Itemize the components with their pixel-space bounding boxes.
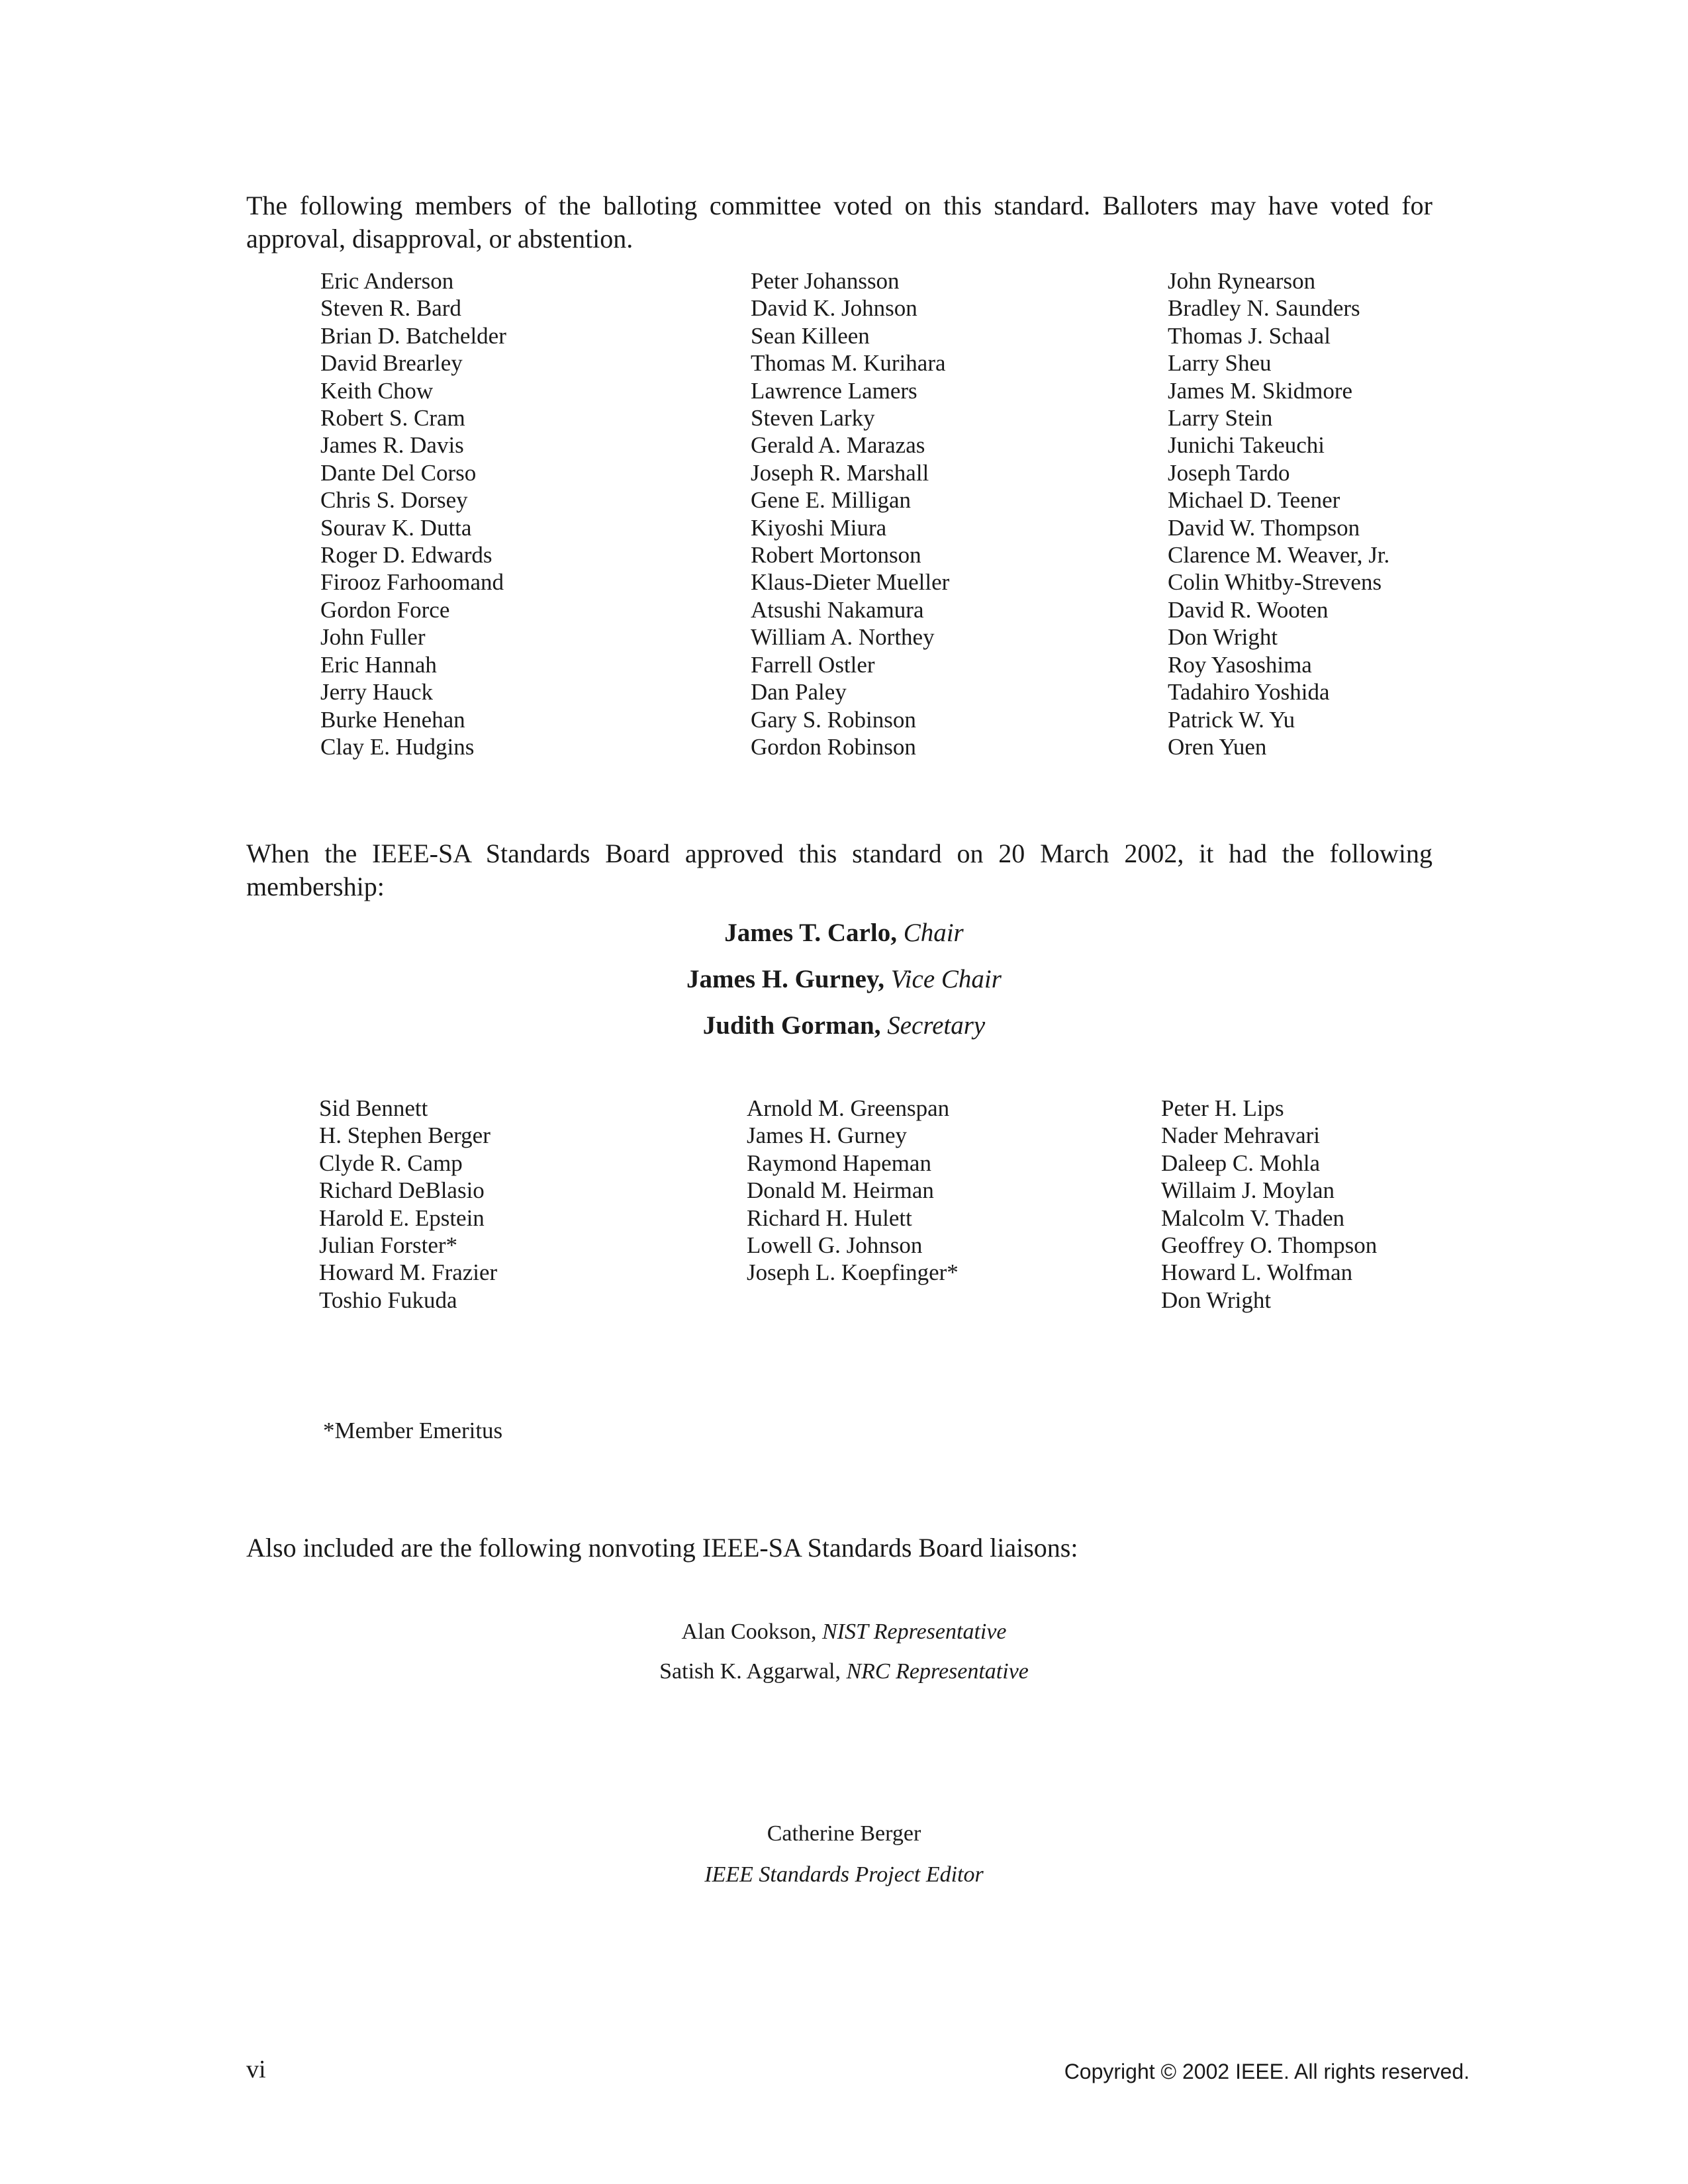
member-name: William A. Northey xyxy=(751,624,935,651)
liaison-name: Satish K. Aggarwal, xyxy=(659,1659,841,1684)
officer-name: Judith Gorman, xyxy=(702,1011,881,1040)
member-name: Firooz Farhoomand xyxy=(320,569,504,596)
member-name: Joseph L. Koepfinger* xyxy=(747,1259,959,1286)
member-name: Gordon Force xyxy=(320,596,450,623)
member-name: Don Wright xyxy=(1168,624,1278,651)
member-name: Robert Mortonson xyxy=(751,542,921,569)
member-name: Howard M. Frazier xyxy=(319,1259,498,1286)
officer-role: Vice Chair xyxy=(890,965,1002,993)
member-name: Julian Forster* xyxy=(319,1232,458,1259)
page-number: vi xyxy=(246,2056,266,2083)
member-name: Bradley N. Saunders xyxy=(1168,295,1360,322)
member-name: Howard L. Wolfman xyxy=(1161,1259,1353,1286)
member-name: David Brearley xyxy=(320,350,463,377)
member-name: Gene E. Milligan xyxy=(751,487,912,514)
member-name: Michael D. Teener xyxy=(1168,487,1340,514)
member-name: Larry Sheu xyxy=(1168,350,1272,377)
member-name: Peter H. Lips xyxy=(1161,1095,1284,1121)
member-name: Clarence M. Weaver, Jr. xyxy=(1168,542,1390,569)
member-name: Clyde R. Camp xyxy=(319,1150,463,1176)
member-name: David R. Wooten xyxy=(1168,596,1329,623)
member-name: Tadahiro Yoshida xyxy=(1168,679,1330,705)
member-name: Eric Hannah xyxy=(320,651,437,678)
member-name: Gordon Robinson xyxy=(751,733,916,760)
member-name: Steven R. Bard xyxy=(320,295,461,322)
member-name: Eric Anderson xyxy=(320,268,454,294)
member-name: Dante Del Corso xyxy=(320,459,477,486)
member-name: Patrick W. Yu xyxy=(1168,706,1295,733)
balloting-column-2 xyxy=(751,267,949,760)
member-name: H. Stephen Berger xyxy=(319,1122,491,1149)
balloting-column-1 xyxy=(320,267,506,760)
member-name: Brian D. Batchelder xyxy=(320,322,506,349)
member-name: Thomas M. Kurihara xyxy=(751,350,946,377)
member-name: John Rynearson xyxy=(1168,268,1316,294)
editor-title: IEEE Standards Project Editor xyxy=(704,1862,984,1887)
member-name: Toshio Fukuda xyxy=(319,1287,457,1313)
liaisons-intro: Also included are the following nonvoting IEEE-SA Standards Board liaisons: xyxy=(246,1533,1078,1563)
member-name: Roger D. Edwards xyxy=(320,542,492,569)
member-name: Malcolm V. Thaden xyxy=(1161,1205,1345,1231)
member-name: Willaim J. Moylan xyxy=(1161,1177,1335,1204)
member-name: Don Wright xyxy=(1161,1287,1272,1313)
board-intro: When the IEEE-SA Standards Board approved this standard on 20 March 2002, it had the following membership: xyxy=(246,839,1432,901)
member-name: James H. Gurney xyxy=(747,1122,908,1149)
member-name: Richard DeBlasio xyxy=(319,1177,485,1204)
member-name: Sid Bennett xyxy=(319,1095,428,1121)
liaison-nist xyxy=(0,1618,1688,1646)
balloting-column-3 xyxy=(1168,267,1389,760)
member-name: Gary S. Robinson xyxy=(751,706,916,733)
member-name: Steven Larky xyxy=(751,405,875,432)
member-name: Jerry Hauck xyxy=(320,679,434,705)
officer-role: Secretary xyxy=(887,1011,986,1040)
board-column-3 xyxy=(1161,1095,1377,1314)
member-name: Arnold M. Greenspan xyxy=(747,1095,950,1121)
member-name: Clay E. Hudgins xyxy=(320,733,475,760)
member-name: Kiyoshi Miura xyxy=(751,514,887,541)
member-name: Daleep C. Mohla xyxy=(1161,1150,1321,1176)
officer-name: James T. Carlo, xyxy=(724,919,897,947)
board-chair xyxy=(0,917,1688,950)
officer-role: Chair xyxy=(903,919,964,947)
copyright-notice: Copyright © 2002 IEEE. All rights reserved. xyxy=(1064,2060,1470,2083)
member-name: Harold E. Epstein xyxy=(319,1205,485,1231)
member-name: David K. Johnson xyxy=(751,295,917,322)
member-name: Richard H. Hulett xyxy=(747,1205,912,1231)
member-name: Junichi Takeuchi xyxy=(1168,432,1325,459)
member-name: Raymond Hapeman xyxy=(747,1150,931,1176)
member-name: Robert S. Cram xyxy=(320,405,465,432)
member-name: Donald M. Heirman xyxy=(747,1177,934,1204)
member-name: David W. Thompson xyxy=(1168,514,1360,541)
member-name: Larry Stein xyxy=(1168,405,1273,432)
member-name: Lawrence Lamers xyxy=(751,377,917,404)
member-name: Klaus-Dieter Mueller xyxy=(751,569,950,596)
member-name: Sourav K. Dutta xyxy=(320,514,472,541)
member-name: Atsushi Nakamura xyxy=(751,596,924,623)
member-name: John Fuller xyxy=(320,624,426,651)
member-name: Sean Killeen xyxy=(751,322,870,349)
member-name: James M. Skidmore xyxy=(1168,377,1353,404)
balloting-intro: The following members of the balloting committee voted on this standard. Balloters may have voted for approval, disapproval, or abstention. xyxy=(246,191,1432,253)
member-emeritus-note: *Member Emeritus xyxy=(323,1418,503,1443)
member-name: Keith Chow xyxy=(320,377,434,404)
member-name: Thomas J. Schaal xyxy=(1168,322,1331,349)
board-column-1 xyxy=(319,1095,497,1314)
editor-name: Catherine Berger xyxy=(767,1821,921,1846)
member-name: Lowell G. Johnson xyxy=(747,1232,923,1259)
board-secretary xyxy=(0,1009,1688,1042)
member-name: Oren Yuen xyxy=(1168,733,1267,760)
liaison-name: Alan Cookson, xyxy=(681,1619,817,1644)
liaison-role: NIST Representative xyxy=(821,1619,1007,1644)
board-column-2 xyxy=(747,1095,959,1287)
member-name: Joseph Tardo xyxy=(1168,459,1290,486)
member-name: Geoffrey O. Thompson xyxy=(1161,1232,1378,1259)
member-name: Dan Paley xyxy=(751,679,847,705)
member-name: Colin Whitby-Strevens xyxy=(1168,569,1382,596)
member-name: Burke Henehan xyxy=(320,706,465,733)
member-name: Peter Johansson xyxy=(751,268,900,294)
liaison-nrc xyxy=(0,1658,1688,1686)
board-vice-chair xyxy=(0,963,1688,996)
member-name: Gerald A. Marazas xyxy=(751,432,925,459)
member-name: Chris S. Dorsey xyxy=(320,487,468,514)
officer-name: James H. Gurney, xyxy=(686,965,885,993)
member-name: Joseph R. Marshall xyxy=(751,459,929,486)
member-name: Nader Mehravari xyxy=(1161,1122,1321,1149)
member-name: Farrell Ostler xyxy=(751,651,875,678)
member-name: James R. Davis xyxy=(320,432,464,459)
liaison-role: NRC Representative xyxy=(846,1659,1029,1684)
member-name: Roy Yasoshima xyxy=(1168,651,1312,678)
